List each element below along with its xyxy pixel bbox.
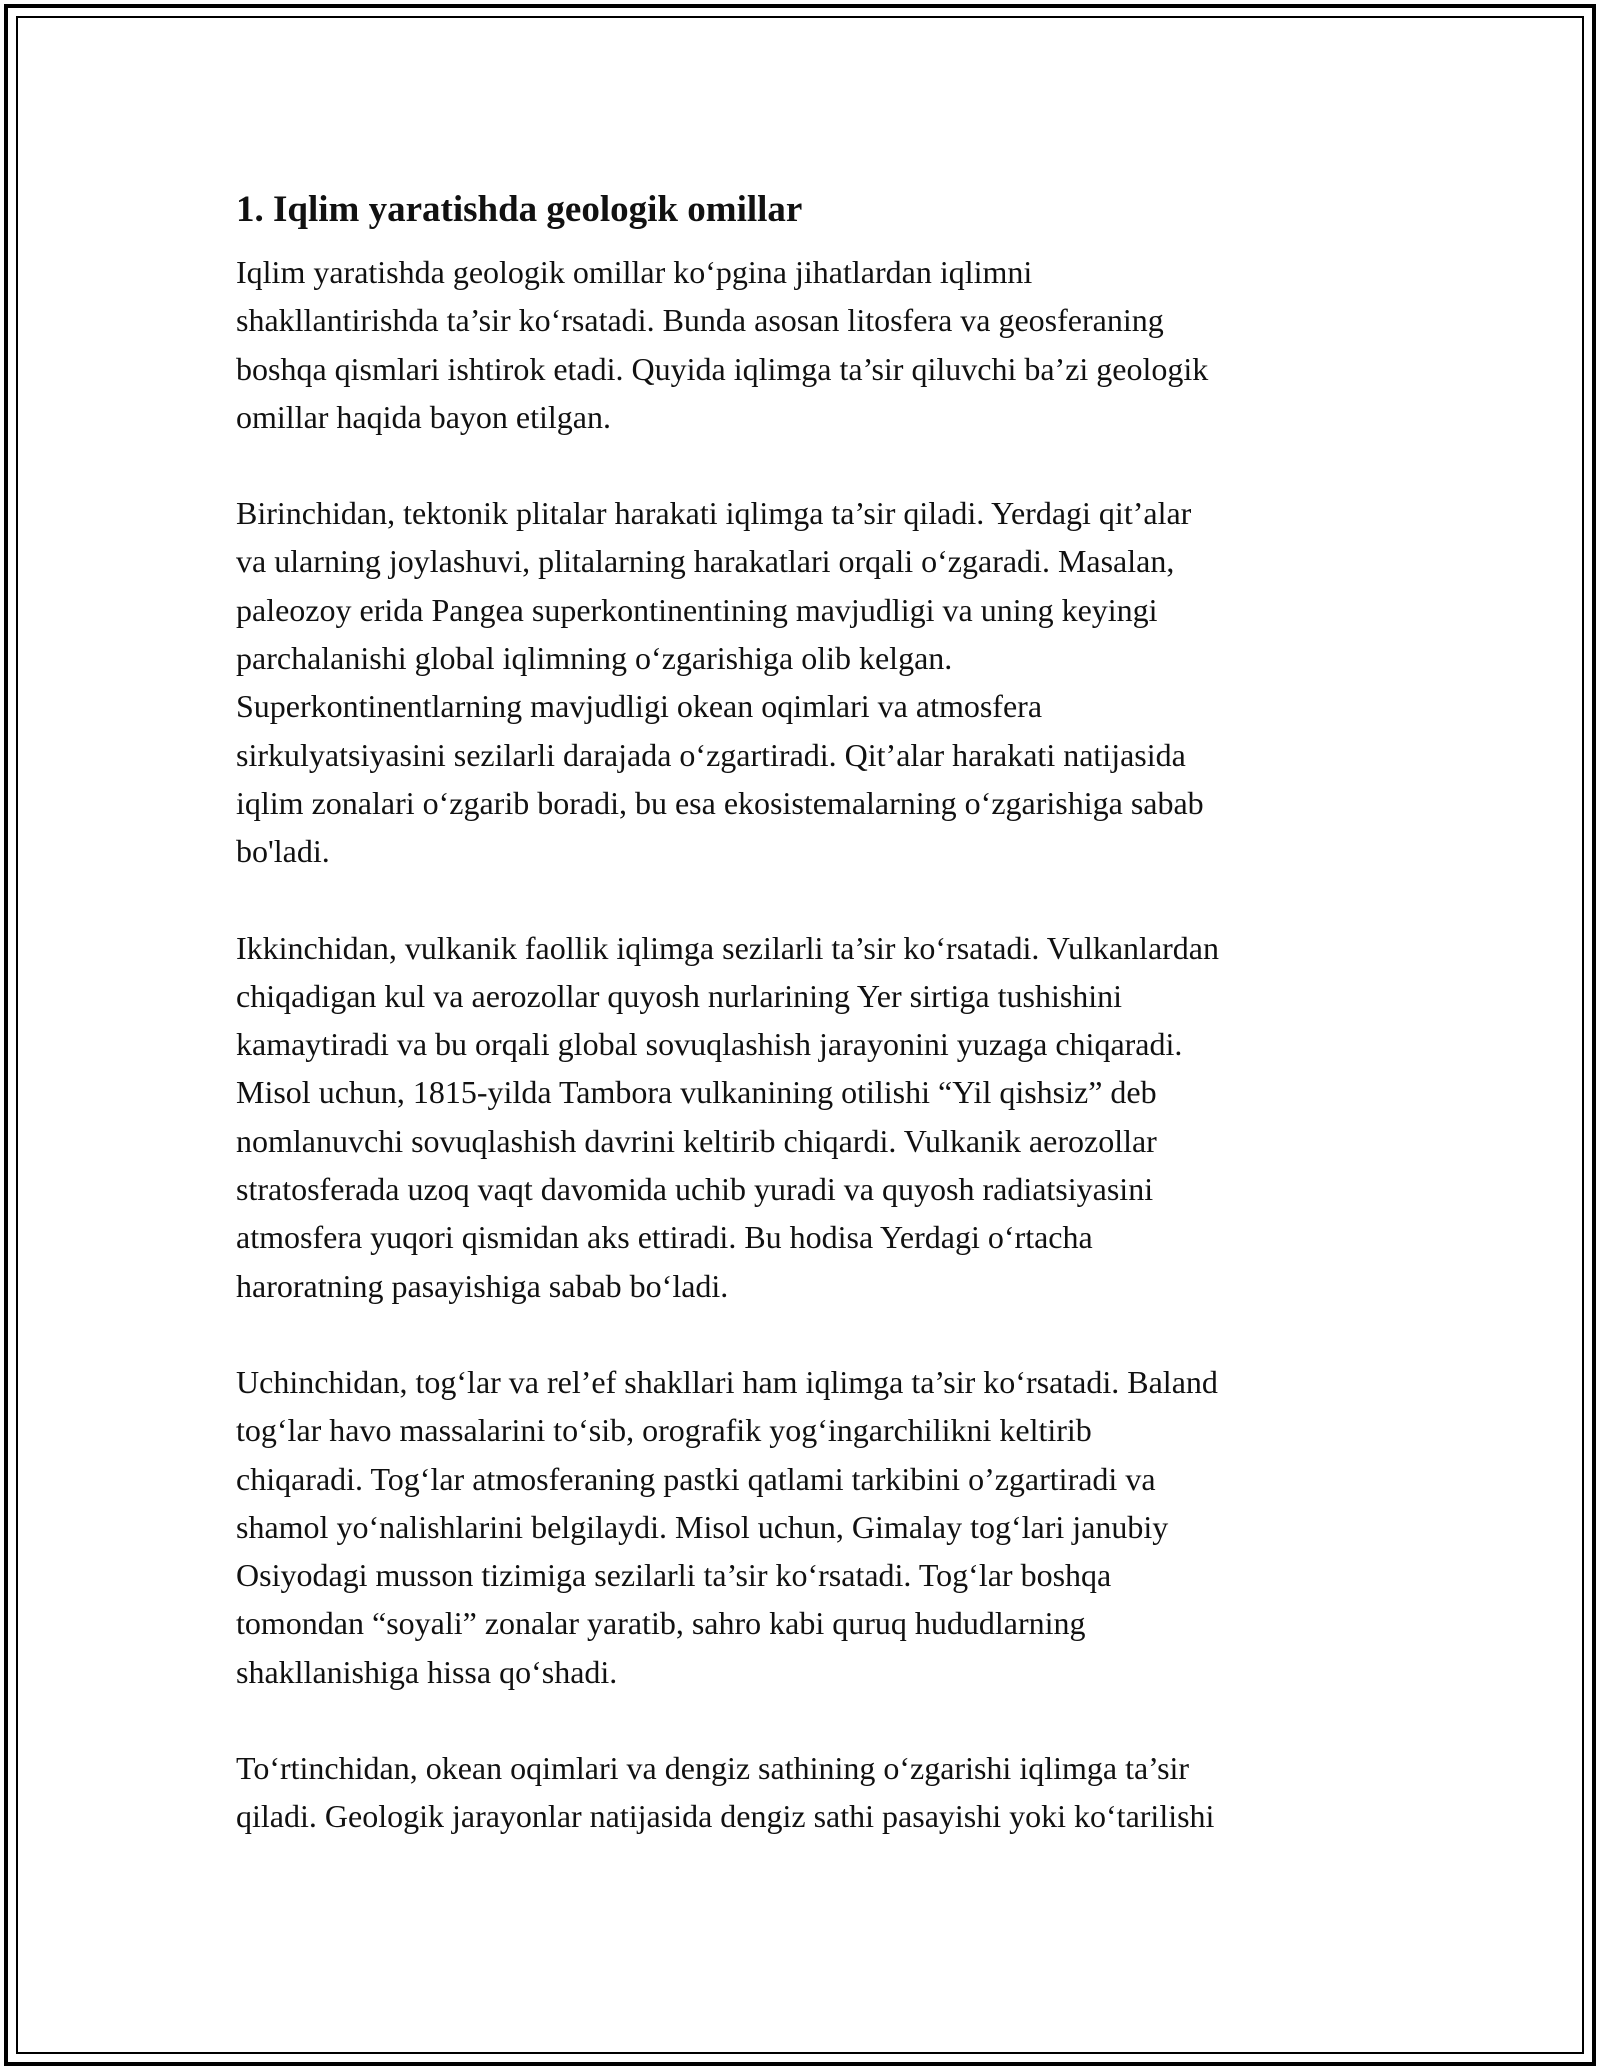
paragraph-line: parchalanishi global iqlimning o‘zgarishiga olib kelgan. <box>236 640 953 677</box>
paragraph-line: Ikkinchidan, vulkanik faollik iqlimga sezilarli ta’sir ko‘rsatadi. Vulkanlardan <box>236 929 1219 966</box>
section-heading: 1. Iqlim yaratishda geologik omillar <box>236 189 803 230</box>
paragraph-line: shamol yo‘nalishlarini belgilaydi. Misol uchun, Gimalay tog‘lari janubiy <box>236 1508 1169 1545</box>
paragraph-line: va ularning joylashuvi, plitalarning harakatlari orqali o‘zgaradi. Masalan, <box>236 543 1175 580</box>
paragraph-line: tog‘lar havo massalarini to‘sib, orografik yog‘ingarchilikni keltirib <box>236 1412 1092 1449</box>
paragraph-line: nomlanuvchi sovuqlashish davrini keltirib chiqardi. Vulkanik aerozollar <box>236 1122 1157 1159</box>
paragraph-line: stratosferada uzoq vaqt davomida uchib yuradi va quyosh radiatsiyasini <box>236 1171 1154 1208</box>
document-body <box>236 186 1372 1889</box>
paragraph-line: Uchinchidan, tog‘lar va rel’ef shakllari ham iqlimga ta’sir ko‘rsatadi. Baland <box>236 1363 1218 1400</box>
paragraph-intro <box>236 248 1372 441</box>
paragraph-line: Superkontinentlarning mavjudligi okean oqimlari va atmosfera <box>236 688 1043 725</box>
paragraph-first-tectonic <box>236 489 1372 875</box>
paragraph-third-mountains <box>236 1358 1372 1696</box>
paragraph-line: shakllanishiga hissa qo‘shadi. <box>236 1653 618 1690</box>
paragraph-line: paleozoy erida Pangea superkontinentining mavjudligi va uning keyingi <box>236 591 1158 628</box>
paragraph-line: kamaytiradi va bu orqali global sovuqlashish jarayonini yuzaga chiqaradi. <box>236 1026 1183 1063</box>
paragraph-line: Osiyodagi musson tizimiga sezilarli ta’sir ko‘rsatadi. Tog‘lar boshqa <box>236 1557 1112 1594</box>
paragraph-line: qiladi. Geologik jarayonlar natijasida dengiz sathi pasayishi yoki ko‘tarilishi <box>236 1798 1215 1835</box>
paragraph-line: shakllantirishda ta’sir ko‘rsatadi. Bunda asosan litosfera va geosferaning <box>236 302 1164 339</box>
paragraph-line: iqlim zonalari o‘zgarib boradi, bu esa ekosistemalarning o‘zgarishiga sabab <box>236 784 1204 821</box>
paragraph-line: omillar haqida bayon etilgan. <box>236 398 611 435</box>
paragraph-line: chiqadigan kul va aerozollar quyosh nurlarining Yer sirtiga tushishini <box>236 977 1123 1014</box>
paragraph-fourth-ocean <box>236 1744 1372 1841</box>
paragraph-line: chiqaradi. Tog‘lar atmosferaning pastki qatlami tarkibini o’zgartiradi va <box>236 1460 1156 1497</box>
paragraph-line: bo'ladi. <box>236 833 330 870</box>
paragraph-line: Birinchidan, tektonik plitalar harakati iqlimga ta’sir qiladi. Yerdagi qit’alar <box>236 495 1192 532</box>
paragraph-line: sirkulyatsiyasini sezilarli darajada o‘zgartiradi. Qit’alar harakati natijasida <box>236 736 1186 773</box>
paragraph-line: atmosfera yuqori qismidan aks ettiradi. Bu hodisa Yerdagi o‘rtacha <box>236 1219 1093 1256</box>
paragraph-line: Iqlim yaratishda geologik omillar ko‘pgina jihatlardan iqlimni <box>236 254 1033 290</box>
paragraph-line: tomondan “soyali” zonalar yaratib, sahro kabi quruq hududlarning <box>236 1605 1086 1642</box>
paragraph-line: Misol uchun, 1815-yilda Tambora vulkanining otilishi “Yil qishsiz” deb <box>236 1074 1157 1111</box>
paragraph-second-volcanic <box>236 924 1372 1310</box>
paragraph-line: haroratning pasayishiga sabab bo‘ladi. <box>236 1267 729 1304</box>
paragraph-line: boshqa qismlari ishtirok etadi. Quyida iqlimga ta’sir qiluvchi ba’zi geologik <box>236 350 1209 387</box>
paragraph-line: To‘rtinchidan, okean oqimlari va dengiz sathining o‘zgarishi iqlimga ta’sir <box>236 1750 1190 1787</box>
